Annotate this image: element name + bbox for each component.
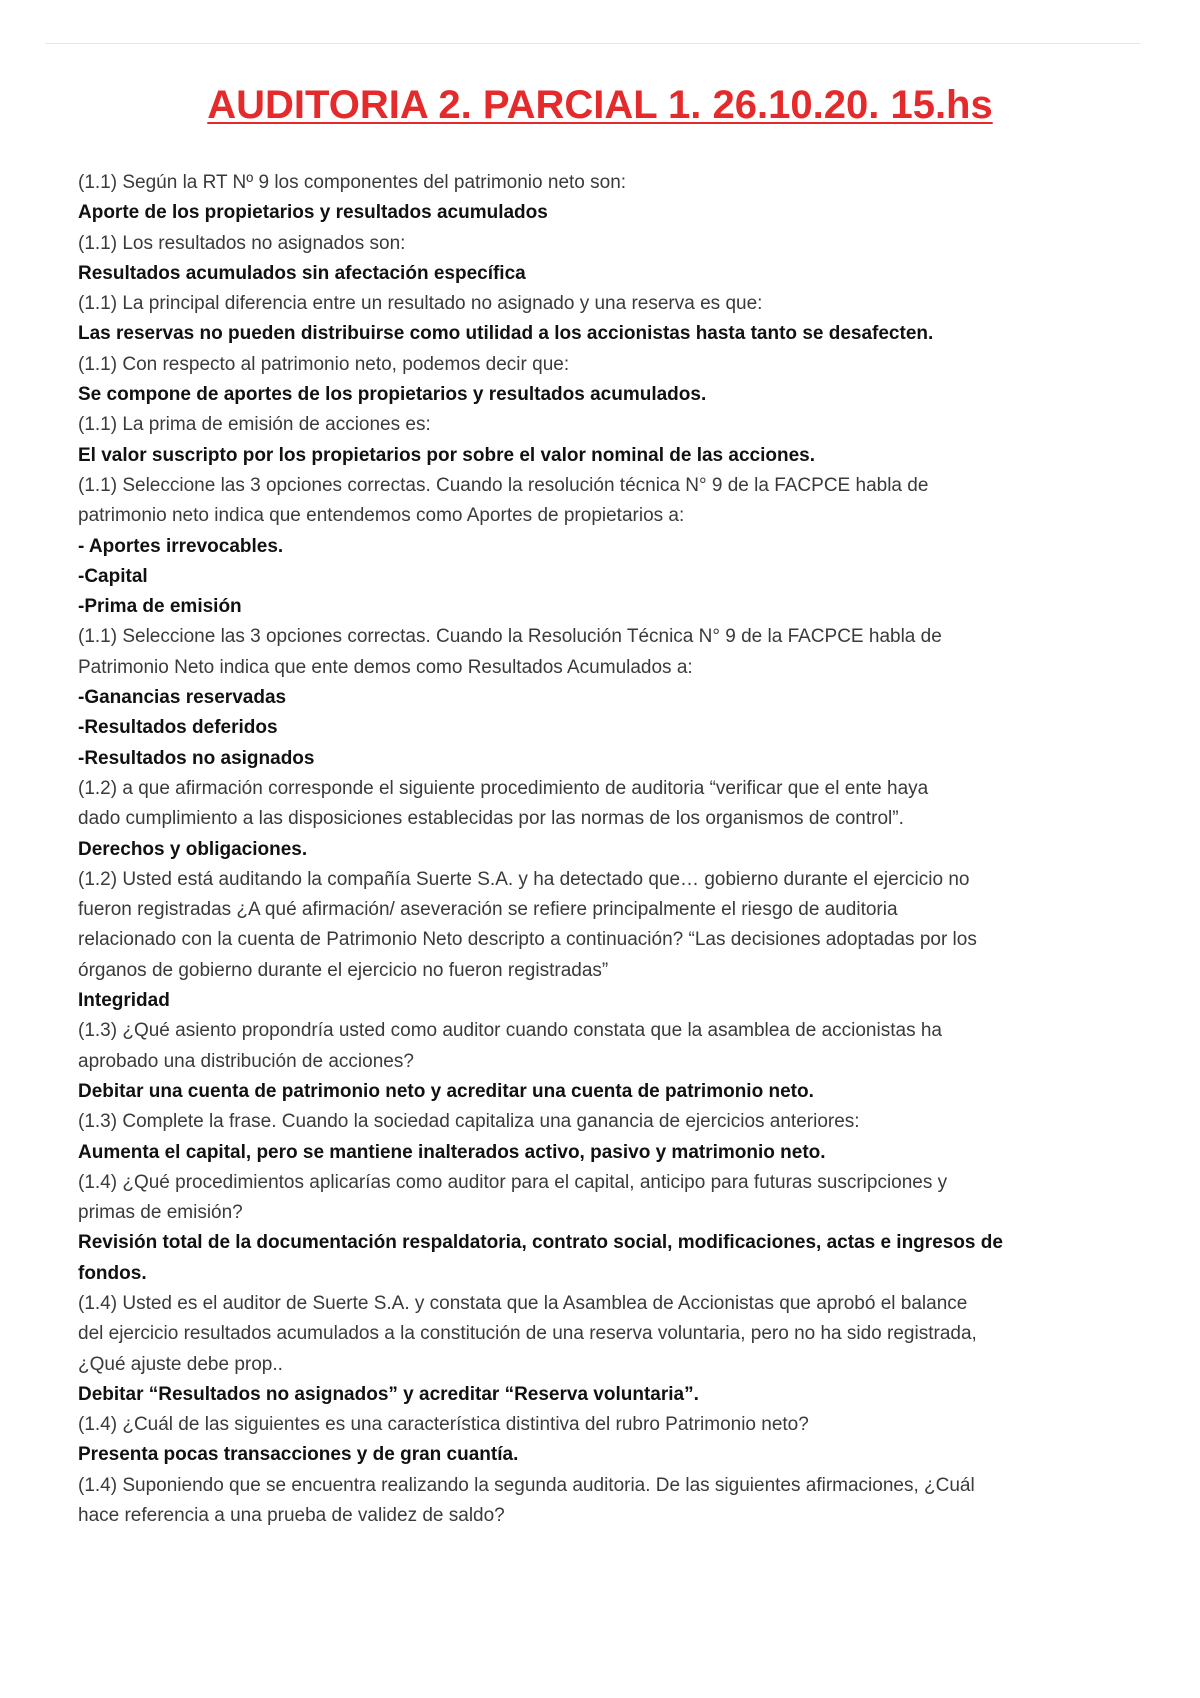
answer-line: Presenta pocas transacciones y de gran cuantía. [78, 1444, 519, 1466]
question-line: (1.1) Seleccione las 3 opciones correctas. Cuando la Resolución Técnica N° 9 de la FACPCE habla de [78, 626, 942, 648]
answer-line: -Capital [78, 565, 148, 587]
answer-line: Aporte de los propietarios y resultados acumulados [78, 202, 548, 224]
question-line: dado cumplimiento a las disposiciones establecidas por las normas de los organismos de control”. [78, 808, 904, 830]
answer-line: Se compone de aportes de los propietarios y resultados acumulados. [78, 384, 707, 406]
answer-line: Debitar “Resultados no asignados” y acreditar “Reserva voluntaria”. [78, 1383, 699, 1405]
question-line: órganos de gobierno durante el ejercicio no fueron registradas” [78, 959, 609, 981]
question-line: (1.4) Usted es el auditor de Suerte S.A. y constata que la Asamblea de Accionistas que aprobó el balance [78, 1292, 968, 1314]
answer-line: Derechos y obligaciones. [78, 838, 308, 860]
question-line: (1.3) ¿Qué asiento propondría usted como auditor cuando constata que la asamblea de accionistas ha [78, 1020, 942, 1042]
answer-line: -Prima de emisión [78, 596, 242, 618]
question-line: (1.4) Suponiendo que se encuentra realizando la segunda auditoria. De las siguientes afirmaciones, ¿Cuál [78, 1474, 975, 1496]
answer-line: - Aportes irrevocables. [78, 535, 284, 557]
question-line: (1.4) ¿Cuál de las siguientes es una característica distintiva del rubro Patrimonio neto? [78, 1414, 809, 1436]
question-line: del ejercicio resultados acumulados a la constitución de una reserva voluntaria, pero no ha sido registrada, [78, 1323, 977, 1345]
page-title: AUDITORIA 2. PARCIAL 1. 26.10.20. 15.hs [207, 83, 993, 127]
answer-line: El valor suscripto por los propietarios por sobre el valor nominal de las acciones. [78, 444, 815, 466]
answer-line: fondos. [78, 1262, 147, 1284]
question-line: (1.1) La prima de emisión de acciones es: [78, 414, 431, 436]
question-line: (1.1) Con respecto al patrimonio neto, podemos decir que: [78, 353, 570, 375]
answer-line: -Resultados no asignados [78, 747, 315, 769]
question-line: (1.2) Usted está auditando la compañía Suerte S.A. y ha detectado que… gobierno durante el ejercicio no [78, 868, 970, 890]
answer-line: Resultados acumulados sin afectación específica [78, 262, 526, 284]
question-line: (1.1) Según la RT Nº 9 los componentes del patrimonio neto son: [78, 172, 627, 193]
question-line: (1.4) ¿Qué procedimientos aplicarías como auditor para el capital, anticipo para futuras suscripciones y [78, 1171, 948, 1193]
question-line: (1.3) Complete la frase. Cuando la sociedad capitaliza una ganancia de ejercicios anteriores: [78, 1111, 860, 1133]
answer-line: Debitar una cuenta de patrimonio neto y acreditar una cuenta de patrimonio neto. [78, 1080, 814, 1102]
question-line: aprobado una distribución de acciones? [78, 1050, 414, 1072]
answer-line: Aumenta el capital, pero se mantiene inalterados activo, pasivo y matrimonio neto. [78, 1141, 826, 1163]
answer-line: Las reservas no pueden distribuirse como utilidad a los accionistas hasta tanto se desafecten. [78, 323, 934, 345]
question-line: patrimonio neto indica que entendemos como Aportes de propietarios a: [78, 505, 685, 527]
question-line: ¿Qué ajuste debe prop.. [78, 1353, 283, 1375]
question-line: (1.1) La principal diferencia entre un resultado no asignado y una reserva es que: [78, 293, 763, 315]
question-line: relacionado con la cuenta de Patrimonio Neto descripto a continuación? “Las decisiones adoptadas por los [78, 929, 977, 951]
question-line: (1.1) Los resultados no asignados son: [78, 232, 406, 254]
answer-line: Revisión total de la documentación respaldatoria, contrato social, modificaciones, actas e ingresos de [78, 1232, 1003, 1254]
answer-line: -Resultados deferidos [78, 717, 278, 739]
question-line: hace referencia a una prueba de validez de saldo? [78, 1505, 505, 1527]
question-line: (1.2) a que afirmación corresponde el siguiente procedimiento de auditoria “verificar que el ente haya [78, 777, 929, 799]
question-line: (1.1) Seleccione las 3 opciones correctas. Cuando la resolución técnica N° 9 de la FACPCE habla de [78, 474, 929, 496]
document-body [78, 168, 1108, 1531]
answer-line: Integridad [78, 990, 170, 1012]
top-divider [45, 43, 1140, 44]
question-line: primas de emisión? [78, 1202, 243, 1224]
answer-line: -Ganancias reservadas [78, 687, 287, 709]
question-line: fueron registradas ¿A qué afirmación/ aseveración se refiere principalmente el riesgo de auditoria [78, 899, 898, 921]
question-line: Patrimonio Neto indica que ente demos como Resultados Acumulados a: [78, 656, 693, 678]
